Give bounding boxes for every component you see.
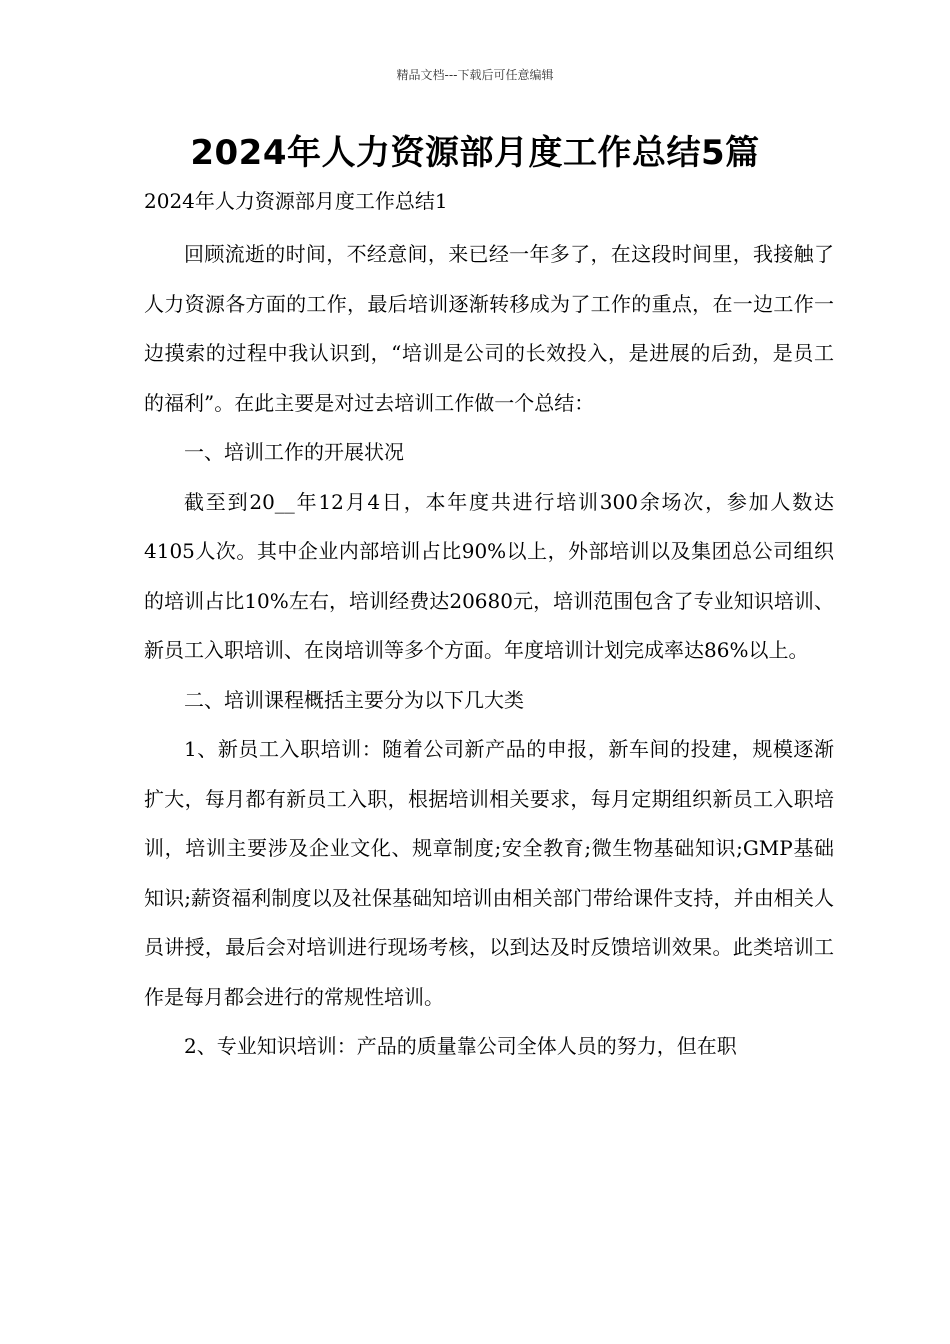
paragraph: 回顾流逝的时间，不经意间，来已经一年多了，在这段时间里，我接触了人力资源各方面的工作，最后培训逐渐转移成为了工作的重点，在一边工作一边摸索的过程中我认识到，“培训是公司的长效投入，是进展的后劲，是员工的福利”。在此主要是对过去培训工作做一个总结： xyxy=(144,242,834,415)
section-heading: 二、培训课程概括主要分为以下几大类 xyxy=(184,687,524,712)
paragraph: 1、新员工入职培训：随着公司新产品的申报，新车间的投建，规模逐渐扩大，每月都有新员工入职，根据培训相关要求，每月定期组织新员工入职培训，培训主要涉及企业文化、规章制度;安全教育;微生物基础知识;GMP基础知识;薪资福利制度以及社保基础知培训由相关部门带给课件支持，并由相关人员讲授，最后会对培训进行现场考核，以到达及时反馈培训效果。此类培训工作是每月都会进行的常规性培训。 xyxy=(144,737,834,1009)
paragraph: 2、专业知识培训：产品的质量靠公司全体人员的努力，但在职 xyxy=(184,1034,737,1058)
document-body xyxy=(144,230,834,1072)
document-title: 2024年人力资源部月度工作总结5篇 xyxy=(190,133,760,173)
section-heading: 一、培训工作的开展状况 xyxy=(184,440,404,464)
section-subtitle: 2024年人力资源部月度工作总结1 xyxy=(144,189,448,213)
header-note: 精品文档---下载后可任意编辑 xyxy=(396,68,554,82)
paragraph: 截至到20__年12月4日，本年度共进行培训300余场次，参加人数达4105人次。其中企业内部培训占比90%以上，外部培训以及集团总公司组织的培训占比10%左右，培训经费达20680元，培训范围包含了专业知识培训、新员工入职培训、在岗培训等多个方面。年度培训计划完成率达86%以上。 xyxy=(144,489,834,662)
